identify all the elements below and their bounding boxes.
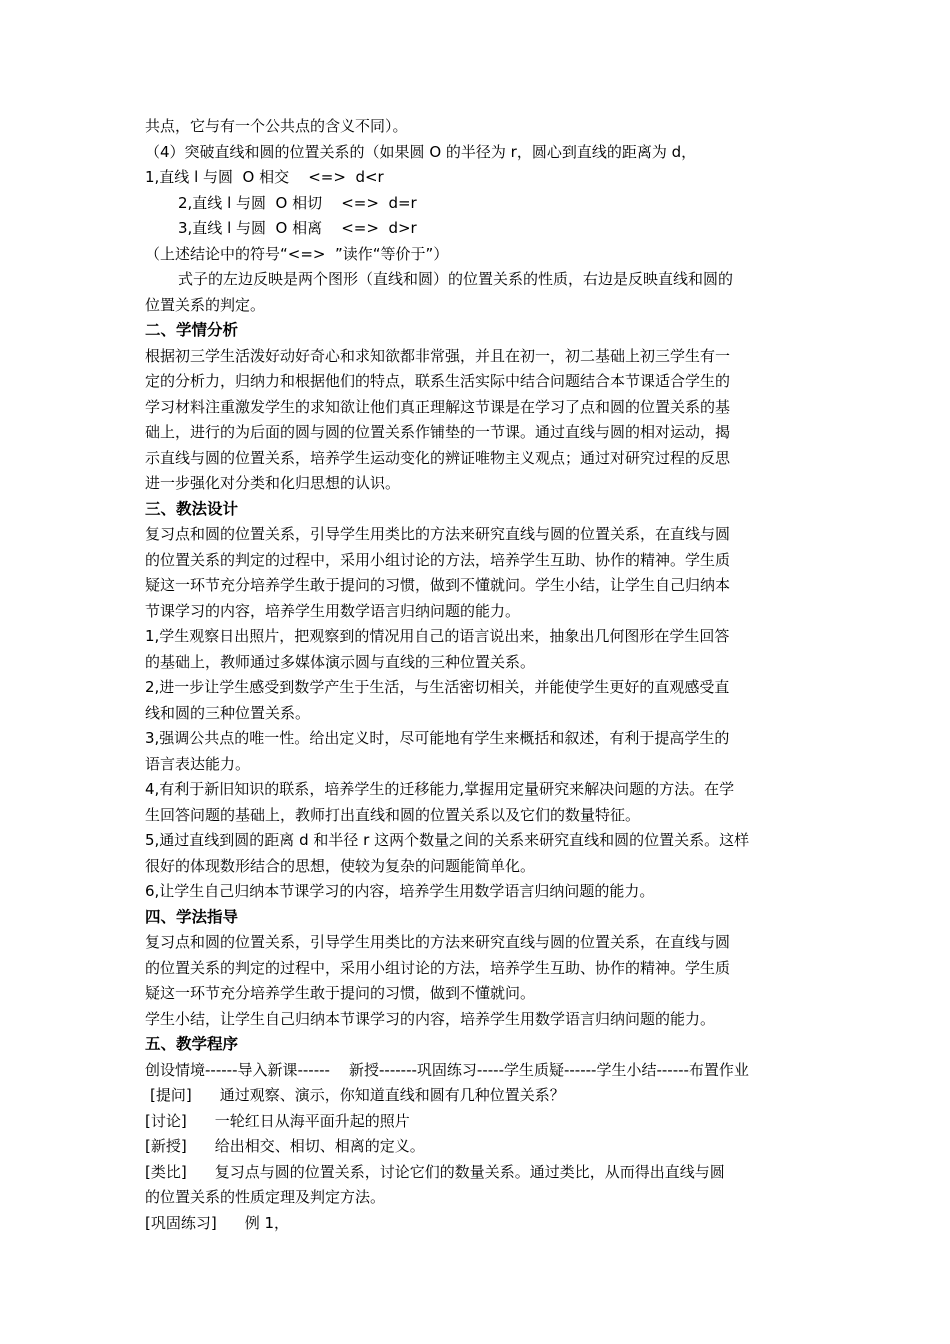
section-heading: 五、教学程序 bbox=[145, 1035, 239, 1053]
step-tag: [新授] bbox=[145, 1137, 187, 1155]
document-page bbox=[145, 114, 810, 1236]
step-text: 复习点与圆的位置关系，讨论它们的数量关系。通过类比，从而得出直线与圆 bbox=[214, 1162, 725, 1181]
text-line: 复习点和圆的位置关系，引导学生用类比的方法来研究直线与圆的位置关系，在直线与圆 bbox=[145, 933, 731, 951]
text-line: 位置关系的判定。 bbox=[145, 295, 266, 314]
step-text: 例 1， bbox=[244, 1213, 290, 1232]
text-line: 的位置关系的判定的过程中，采用小组讨论的方法，培养学生互助、协作的精神。学生质 bbox=[145, 550, 731, 569]
step-line bbox=[145, 1109, 810, 1135]
step-tag: [巩固练习] bbox=[145, 1213, 217, 1232]
condition-line: 3,直线 l 与圆 O 相离 <=> d>r bbox=[178, 219, 417, 237]
text-line: 5,通过直线到圆的距离 d 和半径 r 这两个数量之间的关系来研究直线和圆的位置关系。这样 bbox=[145, 831, 750, 849]
text-line: 进一步强化对分类和化归思想的认识。 bbox=[145, 474, 401, 492]
text-line: 2,进一步让学生感受到数学产生于生活，与生活密切相关，并能使学生更好的直观感受直 bbox=[145, 678, 730, 696]
step-line bbox=[145, 1083, 810, 1109]
text-line: 的位置关系的性质定理及判定方法。 bbox=[145, 1188, 386, 1206]
flow-line: 创设情境------导入新课------ 新授-------巩固练习-----学生质疑------学生小结------布置作业 bbox=[145, 1060, 749, 1079]
text-line: 语言表达能力。 bbox=[145, 754, 251, 773]
step-text: 给出相交、相切、相离的定义。 bbox=[214, 1137, 425, 1155]
step-tag: [提问] bbox=[150, 1086, 192, 1104]
text-line: 疑这一环节充分培养学生敢于提问的习惯，做到不懂就问。 bbox=[145, 984, 536, 1002]
text-line: 示直线与圆的位置关系，培养学生运动变化的辨证唯物主义观点；通过对研究过程的反思 bbox=[145, 448, 731, 467]
text-line: 的位置关系的判定的过程中，采用小组讨论的方法，培养学生互助、协作的精神。学生质 bbox=[145, 958, 731, 977]
step-line bbox=[145, 1211, 810, 1237]
section-heading: 四、学法指导 bbox=[145, 907, 239, 926]
text-line: 4,有利于新旧知识的联系，培养学生的迁移能力,掌握用定量研究来解决问题的方法。在学 bbox=[145, 780, 735, 798]
text-line: 础上，进行的为后面的圆与圆的位置关系作铺垫的一节课。通过直线与圆的相对运动，揭 bbox=[145, 423, 731, 441]
condition-line: 1,直线 l 与圆 O 相交 <=> d<r bbox=[145, 168, 384, 186]
text-line: 1,学生观察日出照片，把观察到的情况用自己的语言说出来，抽象出几何图形在学生回答 bbox=[145, 627, 730, 645]
section-heading: 二、学情分析 bbox=[145, 321, 239, 339]
text-line: 6,让学生自己归纳本节课学习的内容，培养学生用数学语言归纳问题的能力。 bbox=[145, 882, 655, 900]
text-line: 式子的左边反映是两个图形（直线和圆）的位置关系的性质，右边是反映直线和圆的 bbox=[178, 270, 734, 288]
text-line: 很好的体现数形结合的思想，使较为复杂的问题能简单化。 bbox=[145, 856, 536, 875]
text-line: 复习点和圆的位置关系，引导学生用类比的方法来研究直线与圆的位置关系，在直线与圆 bbox=[145, 525, 731, 543]
text-line: 定的分析力，归纳力和根据他们的特点，联系生活实际中结合问题结合本节课适合学生的 bbox=[145, 372, 731, 390]
step-text: 一轮红日从海平面升起的照片 bbox=[214, 1111, 410, 1130]
text-line: 疑这一环节充分培养学生敢于提问的习惯，做到不懂就问。学生小结，让学生自己归纳本 bbox=[145, 576, 731, 594]
step-tag: [类比] bbox=[145, 1162, 187, 1181]
text-line: 共点，它与有一个公共点的含义不同）。 bbox=[145, 117, 408, 135]
text-line: 学生小结，让学生自己归纳本节课学习的内容，培养学生用数学语言归纳问题的能力。 bbox=[145, 1009, 716, 1028]
text-line: 生回答问题的基础上，教师打出直线和圆的位置关系以及它们的数量特征。 bbox=[145, 805, 641, 824]
text-line: 根据初三学生活泼好动好奇心和求知欲都非常强，并且在初一，初二基础上初三学生有一 bbox=[145, 346, 731, 365]
text-line: 3,强调公共点的唯一性。给出定义时，尽可能地有学生来概括和叙述，有利于提高学生的 bbox=[145, 729, 730, 747]
condition-line: 2,直线 l 与圆 O 相切 <=> d=r bbox=[178, 193, 417, 212]
text-line: 的基础上，教师通过多媒体演示圆与直线的三种位置关系。 bbox=[145, 652, 536, 671]
text-line: （4）突破直线和圆的位置关系的（如果圆 O 的半径为 r，圆心到直线的距离为 d， bbox=[145, 142, 697, 161]
step-line bbox=[145, 1134, 810, 1160]
step-tag: [讨论] bbox=[145, 1111, 187, 1130]
text-line: 节课学习的内容，培养学生用数学语言归纳问题的能力。 bbox=[145, 601, 521, 620]
step-line bbox=[145, 1160, 810, 1186]
note-line: （上述结论中的符号“<=> ”读作“等价于”） bbox=[145, 244, 449, 263]
section-heading: 三、教法设计 bbox=[145, 499, 239, 518]
step-text: 通过观察、演示，你知道直线和圆有几种位置关系？ bbox=[219, 1086, 565, 1104]
text-line: 学习材料注重激发学生的求知欲让他们真正理解这节课是在学习了点和圆的位置关系的基 bbox=[145, 397, 731, 416]
text-line: 线和圆的三种位置关系。 bbox=[145, 703, 311, 722]
